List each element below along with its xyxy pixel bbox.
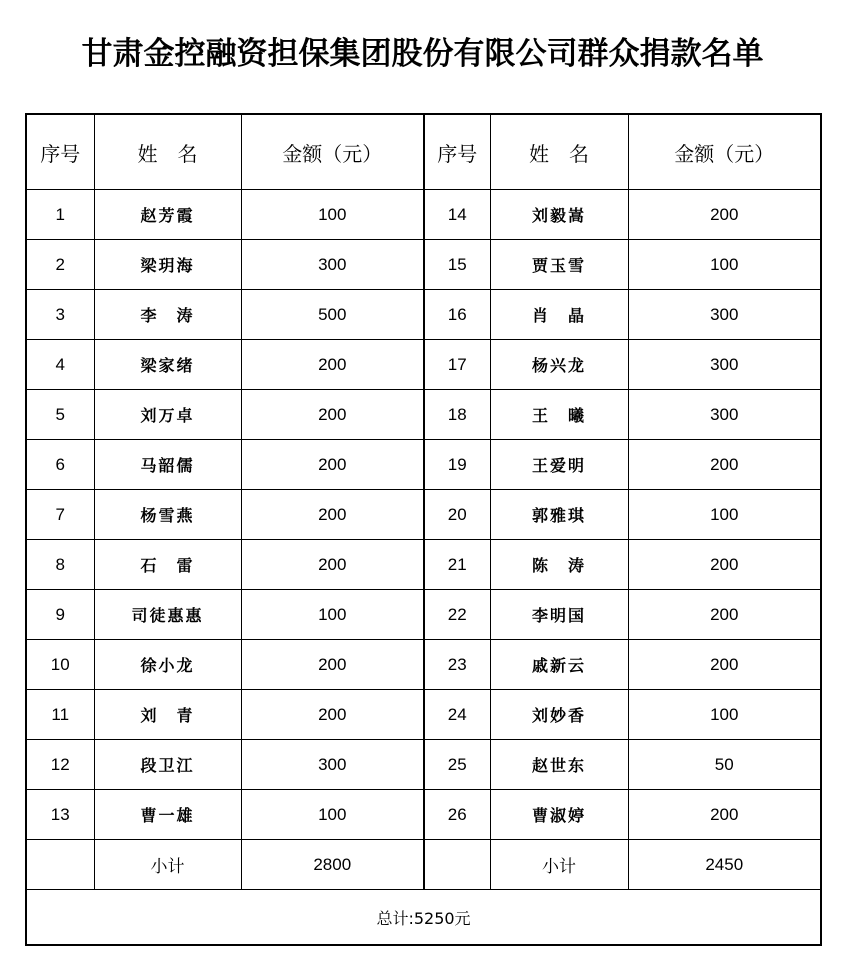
header-seq: 序号 — [424, 114, 490, 190]
seq-cell: 25 — [424, 740, 490, 790]
name-cell: 赵芳霞 — [94, 190, 241, 240]
amount-cell: 200 — [241, 340, 424, 390]
seq-cell: 18 — [424, 390, 490, 440]
amount-cell: 200 — [241, 540, 424, 590]
header-amount: 金额（元） — [241, 114, 424, 190]
name-cell: 曹一雄 — [94, 790, 241, 840]
grand-total: 总计:5250元 — [26, 890, 821, 946]
name-cell: 赵世东 — [490, 740, 628, 790]
seq-cell: 10 — [26, 640, 94, 690]
seq-cell: 11 — [26, 690, 94, 740]
empty-cell — [424, 840, 490, 890]
table-row — [26, 240, 821, 290]
table-row — [26, 440, 821, 490]
amount-cell: 100 — [628, 240, 821, 290]
seq-cell: 19 — [424, 440, 490, 490]
name-cell: 司徒惠惠 — [94, 590, 241, 640]
name-cell: 刘万卓 — [94, 390, 241, 440]
seq-cell: 5 — [26, 390, 94, 440]
amount-cell: 200 — [241, 440, 424, 490]
seq-cell: 16 — [424, 290, 490, 340]
amount-cell: 100 — [628, 490, 821, 540]
name-cell: 贾玉雪 — [490, 240, 628, 290]
table-header-row — [26, 114, 821, 190]
seq-cell: 12 — [26, 740, 94, 790]
table-row — [26, 490, 821, 540]
amount-cell: 200 — [628, 540, 821, 590]
seq-cell: 24 — [424, 690, 490, 740]
header-name: 姓 名 — [490, 114, 628, 190]
name-cell: 曹淑婷 — [490, 790, 628, 840]
name-cell: 郭雅琪 — [490, 490, 628, 540]
header-amount: 金额（元） — [628, 114, 821, 190]
table-row — [26, 540, 821, 590]
amount-cell: 100 — [241, 790, 424, 840]
seq-cell: 3 — [26, 290, 94, 340]
amount-cell: 100 — [241, 190, 424, 240]
seq-cell: 8 — [26, 540, 94, 590]
header-name: 姓 名 — [94, 114, 241, 190]
seq-cell: 1 — [26, 190, 94, 240]
name-cell: 梁玥海 — [94, 240, 241, 290]
table-row — [26, 190, 821, 240]
table-row — [26, 690, 821, 740]
name-cell: 陈 涛 — [490, 540, 628, 590]
amount-cell: 200 — [241, 490, 424, 540]
name-cell: 李 涛 — [94, 290, 241, 340]
seq-cell: 15 — [424, 240, 490, 290]
table-row — [26, 390, 821, 440]
seq-cell: 14 — [424, 190, 490, 240]
name-cell: 徐小龙 — [94, 640, 241, 690]
amount-cell: 300 — [628, 290, 821, 340]
seq-cell: 9 — [26, 590, 94, 640]
table-row — [26, 340, 821, 390]
page-title: 甘肃金控融资担保集团股份有限公司群众捐款名单 — [81, 36, 764, 72]
amount-cell: 200 — [628, 440, 821, 490]
table-row — [26, 640, 821, 690]
subtotal-amount: 2800 — [241, 840, 424, 890]
amount-cell: 200 — [241, 640, 424, 690]
name-cell: 杨雪燕 — [94, 490, 241, 540]
header-seq: 序号 — [26, 114, 94, 190]
seq-cell: 13 — [26, 790, 94, 840]
amount-cell: 200 — [241, 690, 424, 740]
name-cell: 戚新云 — [490, 640, 628, 690]
amount-cell: 100 — [628, 690, 821, 740]
seq-cell: 4 — [26, 340, 94, 390]
seq-cell: 2 — [26, 240, 94, 290]
name-cell: 梁家绪 — [94, 340, 241, 390]
name-cell: 刘妙香 — [490, 690, 628, 740]
seq-cell: 7 — [26, 490, 94, 540]
name-cell: 王爱明 — [490, 440, 628, 490]
table-row — [26, 290, 821, 340]
seq-cell: 23 — [424, 640, 490, 690]
amount-cell: 50 — [628, 740, 821, 790]
subtotal-row — [26, 840, 821, 890]
name-cell: 王 曦 — [490, 390, 628, 440]
subtotal-label: 小计 — [490, 840, 628, 890]
name-cell: 肖 晶 — [490, 290, 628, 340]
table-row — [26, 590, 821, 640]
name-cell: 段卫江 — [94, 740, 241, 790]
table-row — [26, 790, 821, 840]
amount-cell: 300 — [628, 340, 821, 390]
amount-cell: 300 — [241, 240, 424, 290]
amount-cell: 300 — [628, 390, 821, 440]
amount-cell: 100 — [241, 590, 424, 640]
subtotal-label: 小计 — [94, 840, 241, 890]
name-cell: 马韶儒 — [94, 440, 241, 490]
seq-cell: 6 — [26, 440, 94, 490]
name-cell: 李明国 — [490, 590, 628, 640]
total-row — [26, 890, 821, 946]
seq-cell: 20 — [424, 490, 490, 540]
table-row — [26, 740, 821, 790]
amount-cell: 200 — [628, 190, 821, 240]
donation-table — [25, 113, 822, 946]
amount-cell: 200 — [241, 390, 424, 440]
empty-cell — [26, 840, 94, 890]
seq-cell: 22 — [424, 590, 490, 640]
seq-cell: 21 — [424, 540, 490, 590]
amount-cell: 200 — [628, 590, 821, 640]
seq-cell: 26 — [424, 790, 490, 840]
amount-cell: 200 — [628, 790, 821, 840]
amount-cell: 500 — [241, 290, 424, 340]
amount-cell: 200 — [628, 640, 821, 690]
subtotal-amount: 2450 — [628, 840, 821, 890]
name-cell: 刘 青 — [94, 690, 241, 740]
name-cell: 杨兴龙 — [490, 340, 628, 390]
name-cell: 刘毅嵩 — [490, 190, 628, 240]
name-cell: 石 雷 — [94, 540, 241, 590]
seq-cell: 17 — [424, 340, 490, 390]
amount-cell: 300 — [241, 740, 424, 790]
